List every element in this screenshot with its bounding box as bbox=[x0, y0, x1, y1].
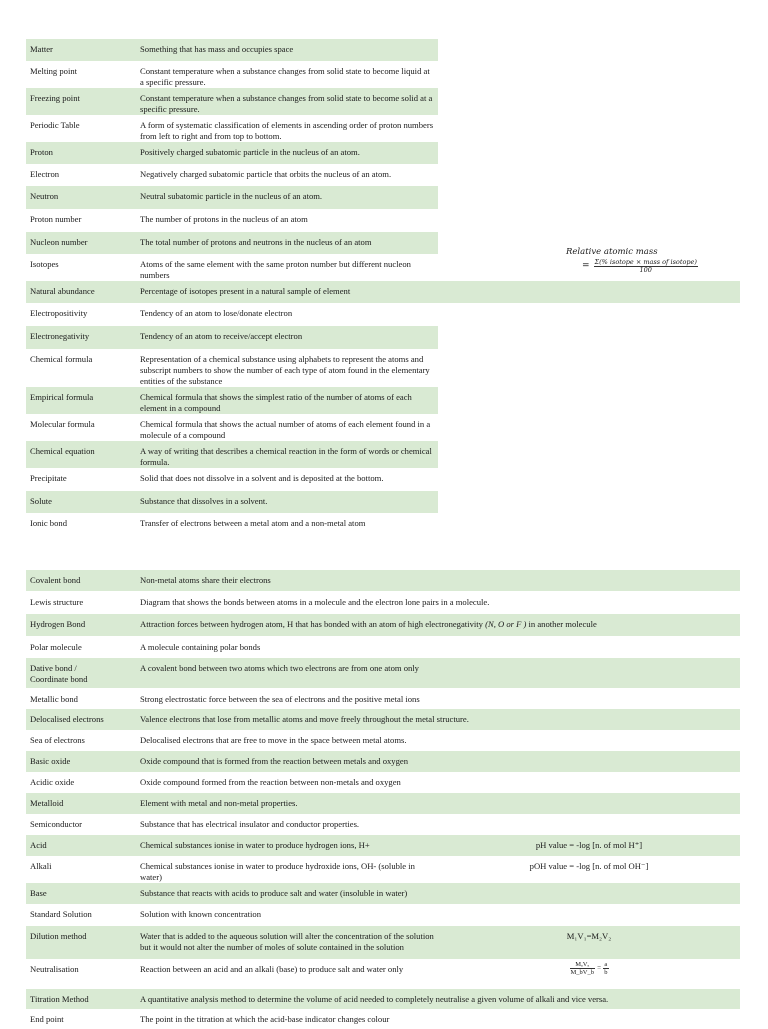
table-row bbox=[26, 926, 740, 959]
definition-cell: Oxide compound formed from the reaction between non-metals and oxygen bbox=[140, 777, 401, 787]
table-row bbox=[26, 856, 740, 883]
table-row bbox=[26, 688, 740, 709]
glossary-table-2 bbox=[26, 570, 740, 1029]
term-cell: Nucleon number bbox=[26, 232, 136, 254]
ph-formula: pH value = -log [n. of mol H⁺] bbox=[438, 835, 740, 856]
definition-cell: Water that is added to the aqueous solution will alter the concentration of the solution but it would not alter the number of moles of solute contained in the solution bbox=[136, 926, 438, 959]
table-row bbox=[26, 61, 740, 88]
poh-formula: pOH value = -log [n. of mol OH⁻] bbox=[529, 861, 649, 871]
table-row bbox=[26, 591, 740, 614]
table-row bbox=[26, 164, 740, 186]
term-cell: Acid bbox=[26, 835, 136, 856]
definition-cell: Substance that has electrical insulator and conductor properties. bbox=[140, 819, 360, 829]
formula-title: Relative atomic mass bbox=[566, 247, 658, 257]
definition-cell: Chemical substances ionise in water to produce hydroxide ions, OH- (soluble in water) bbox=[140, 861, 415, 882]
definition-cell: Valence electrons that lose from metallic atoms and move freely throughout the metal structure. bbox=[136, 709, 740, 730]
term-cell: Matter bbox=[26, 39, 136, 61]
term-cell: Electronegativity bbox=[26, 326, 136, 349]
table-row bbox=[26, 904, 740, 926]
formula-numerator: Σ(% isotope × mass of isotope) bbox=[594, 258, 697, 266]
term-cell: Chemical formula bbox=[30, 354, 93, 364]
term-cell: Ionic bond bbox=[30, 518, 67, 528]
definition-cell: A molecule containing polar bonds bbox=[140, 642, 261, 652]
table-row bbox=[26, 281, 740, 303]
term-cell: Melting point bbox=[30, 66, 78, 76]
table-row bbox=[26, 491, 740, 513]
term-cell: Molecular formula bbox=[30, 419, 95, 429]
term-cell: Neutron bbox=[26, 186, 136, 209]
table-row bbox=[26, 1009, 740, 1029]
table-row bbox=[26, 387, 740, 414]
table-row bbox=[26, 209, 740, 232]
dilution-formula: M₁V₁=M₂V₂ bbox=[438, 926, 740, 959]
definition-cell: The point in the titration at which the acid-base indicator changes colour bbox=[140, 1014, 390, 1024]
table-row bbox=[26, 989, 740, 1009]
definition-cell: Delocalised electrons that are free to move in the space between metal atoms. bbox=[140, 735, 407, 745]
term-cell: Electropositivity bbox=[30, 308, 88, 318]
term-cell: Hydrogen Bond bbox=[26, 614, 136, 636]
term-cell: Precipitate bbox=[30, 473, 67, 483]
definition-cell: A way of writing that describes a chemical reaction in the form of words or chemical formula. bbox=[136, 441, 438, 468]
definition-cell: A covalent bond between two atoms which two electrons are from one atom only bbox=[136, 658, 740, 688]
table-row bbox=[26, 414, 740, 441]
table-row bbox=[26, 513, 740, 536]
table-row bbox=[26, 636, 740, 658]
table-row bbox=[26, 441, 740, 468]
definition-cell: Atoms of the same element with the same proton number but different nucleon numbers bbox=[140, 259, 411, 280]
term-cell: Empirical formula bbox=[26, 387, 136, 414]
term-cell: Lewis structure bbox=[30, 597, 84, 607]
definition-cell: Positively charged subatomic particle in the nucleus of an atom. bbox=[136, 142, 438, 164]
term-cell: Solute bbox=[26, 491, 136, 513]
definition-cell: Tendency of an atom to receive/accept electron bbox=[136, 326, 438, 349]
definition-cell: Diagram that shows the bonds between atoms in a molecule and the electron lone pairs in a molecule. bbox=[140, 597, 490, 607]
term-cell: Electron bbox=[30, 169, 60, 179]
term-cell: Metallic bond bbox=[30, 694, 78, 704]
term-cell: End point bbox=[30, 1014, 64, 1024]
table-row bbox=[26, 793, 740, 814]
table-row bbox=[26, 835, 740, 856]
term-cell: Base bbox=[26, 883, 136, 904]
table-row bbox=[26, 39, 740, 61]
table-row bbox=[26, 303, 740, 326]
definition-cell: A quantitative analysis method to determine the volume of acid needed to completely neutralise a given volume of alkali and vice versa. bbox=[136, 989, 740, 1009]
glossary-table-1 bbox=[26, 39, 740, 536]
definition-cell: Substance that dissolves in a solvent. bbox=[136, 491, 438, 513]
definition-cell: The total number of protons and neutrons in the nucleus of an atom bbox=[136, 232, 438, 254]
neutralisation-formula: $\frac{\text{MₐVₐ}}{M\_bV\_b}$ = $\frac{a}{b}$ bbox=[570, 961, 608, 976]
definition-cell: Transfer of electrons between a metal atom and a non-metal atom bbox=[140, 518, 366, 528]
term-cell: Dative bond / Coordinate bond bbox=[26, 658, 136, 688]
term-cell: Dilution method bbox=[26, 926, 136, 959]
term-cell: Delocalised electrons bbox=[26, 709, 136, 730]
definition-cell: Chemical formula that shows the actual number of atoms of each element found in a molecule of a compound bbox=[140, 419, 431, 440]
definition-cell: Constant temperature when a substance changes from solid state to become solid at a specific pressure. bbox=[136, 88, 438, 115]
definition-cell: The number of protons in the nucleus of an atom bbox=[140, 214, 308, 224]
table-row bbox=[26, 730, 740, 751]
term-cell: Polar molecule bbox=[30, 642, 82, 652]
table-row bbox=[26, 349, 740, 387]
term-cell: Isotopes bbox=[30, 259, 59, 269]
definition-cell: Chemical formula that shows the simplest ratio of the number of atoms of each element in a compound bbox=[136, 387, 438, 414]
definition-cell: Something that has mass and occupies space bbox=[136, 39, 438, 61]
table-row bbox=[26, 186, 740, 209]
table-row bbox=[26, 959, 740, 989]
term-cell: Proton bbox=[26, 142, 136, 164]
definition-cell: Attraction forces between hydrogen atom, H that has bonded with an atom of high electronegativity (N, O or F ) in another molecule bbox=[136, 614, 740, 636]
table-row bbox=[26, 614, 740, 636]
definition-cell: Chemical substances ionise in water to produce hydrogen ions, H+ bbox=[136, 835, 438, 856]
definition-cell: Solution with known concentration bbox=[140, 909, 262, 919]
equals-sign: = bbox=[582, 261, 590, 271]
term-cell: Periodic Table bbox=[30, 120, 80, 130]
table-row bbox=[26, 142, 740, 164]
table-row bbox=[26, 883, 740, 904]
table-row bbox=[26, 115, 740, 142]
definition-cell: Reaction between an acid and an alkali (base) to produce salt and water only bbox=[140, 964, 404, 974]
table-row bbox=[26, 88, 740, 115]
term-cell: Standard Solution bbox=[30, 909, 92, 919]
definition-cell: Percentage of isotopes present in a natural sample of element bbox=[136, 281, 438, 303]
term-cell: Semiconductor bbox=[30, 819, 83, 829]
table-row bbox=[26, 814, 740, 835]
term-cell: Neutralisation bbox=[30, 964, 79, 974]
definition-cell: Tendency of an atom to lose/donate electron bbox=[140, 308, 293, 318]
term-cell: Freezing point bbox=[26, 88, 136, 115]
term-cell: Acidic oxide bbox=[30, 777, 75, 787]
term-cell: Proton number bbox=[30, 214, 82, 224]
definition-cell: Oxide compound that is formed from the reaction between metals and oxygen bbox=[136, 751, 740, 772]
definition-cell: Substance that reacts with acids to produce salt and water (insoluble in water) bbox=[136, 883, 740, 904]
definition-cell: Neutral subatomic particle in the nucleus of an atom. bbox=[136, 186, 438, 209]
table-row bbox=[26, 709, 740, 730]
table-row bbox=[26, 772, 740, 793]
definition-cell: Strong electrostatic force between the sea of electrons and the positive metal ions bbox=[140, 694, 420, 704]
term-cell: Titration Method bbox=[26, 989, 136, 1009]
term-cell: Sea of electrons bbox=[30, 735, 85, 745]
term-cell: Alkali bbox=[30, 861, 52, 871]
table-row bbox=[26, 658, 740, 688]
term-cell: Chemical equation bbox=[26, 441, 136, 468]
formula-fraction bbox=[594, 259, 698, 274]
term-cell: Natural abundance bbox=[26, 281, 136, 303]
relative-atomic-mass-formula bbox=[566, 247, 741, 274]
definition-cell: Solid that does not dissolve in a solvent and is deposited at the bottom. bbox=[140, 473, 384, 483]
term-cell: Basic oxide bbox=[26, 751, 136, 772]
formula-denominator: 100 bbox=[639, 266, 652, 274]
definition-cell: Representation of a chemical substance using alphabets to represent the atoms and subscript numbers to show the number of each type of atom found in the elementary entities of the substance bbox=[140, 354, 430, 386]
table-row bbox=[26, 570, 740, 591]
table-row bbox=[26, 326, 740, 349]
term-cell: Covalent bond bbox=[26, 570, 136, 591]
definition-cell: Non-metal atoms share their electrons bbox=[136, 570, 740, 591]
definition-cell: Constant temperature when a substance changes from solid state to become liquid at a specific pressure. bbox=[140, 66, 430, 87]
table-row bbox=[26, 468, 740, 491]
definition-cell: A form of systematic classification of elements in ascending order of proton numbers from left to right and from top to bottom. bbox=[140, 120, 434, 141]
definition-cell: Negatively charged subatomic particle that orbits the nucleus of an atom. bbox=[140, 169, 392, 179]
table-row bbox=[26, 751, 740, 772]
term-cell: Metalloid bbox=[26, 793, 136, 814]
definition-cell: Element with metal and non-metal properties. bbox=[136, 793, 740, 814]
